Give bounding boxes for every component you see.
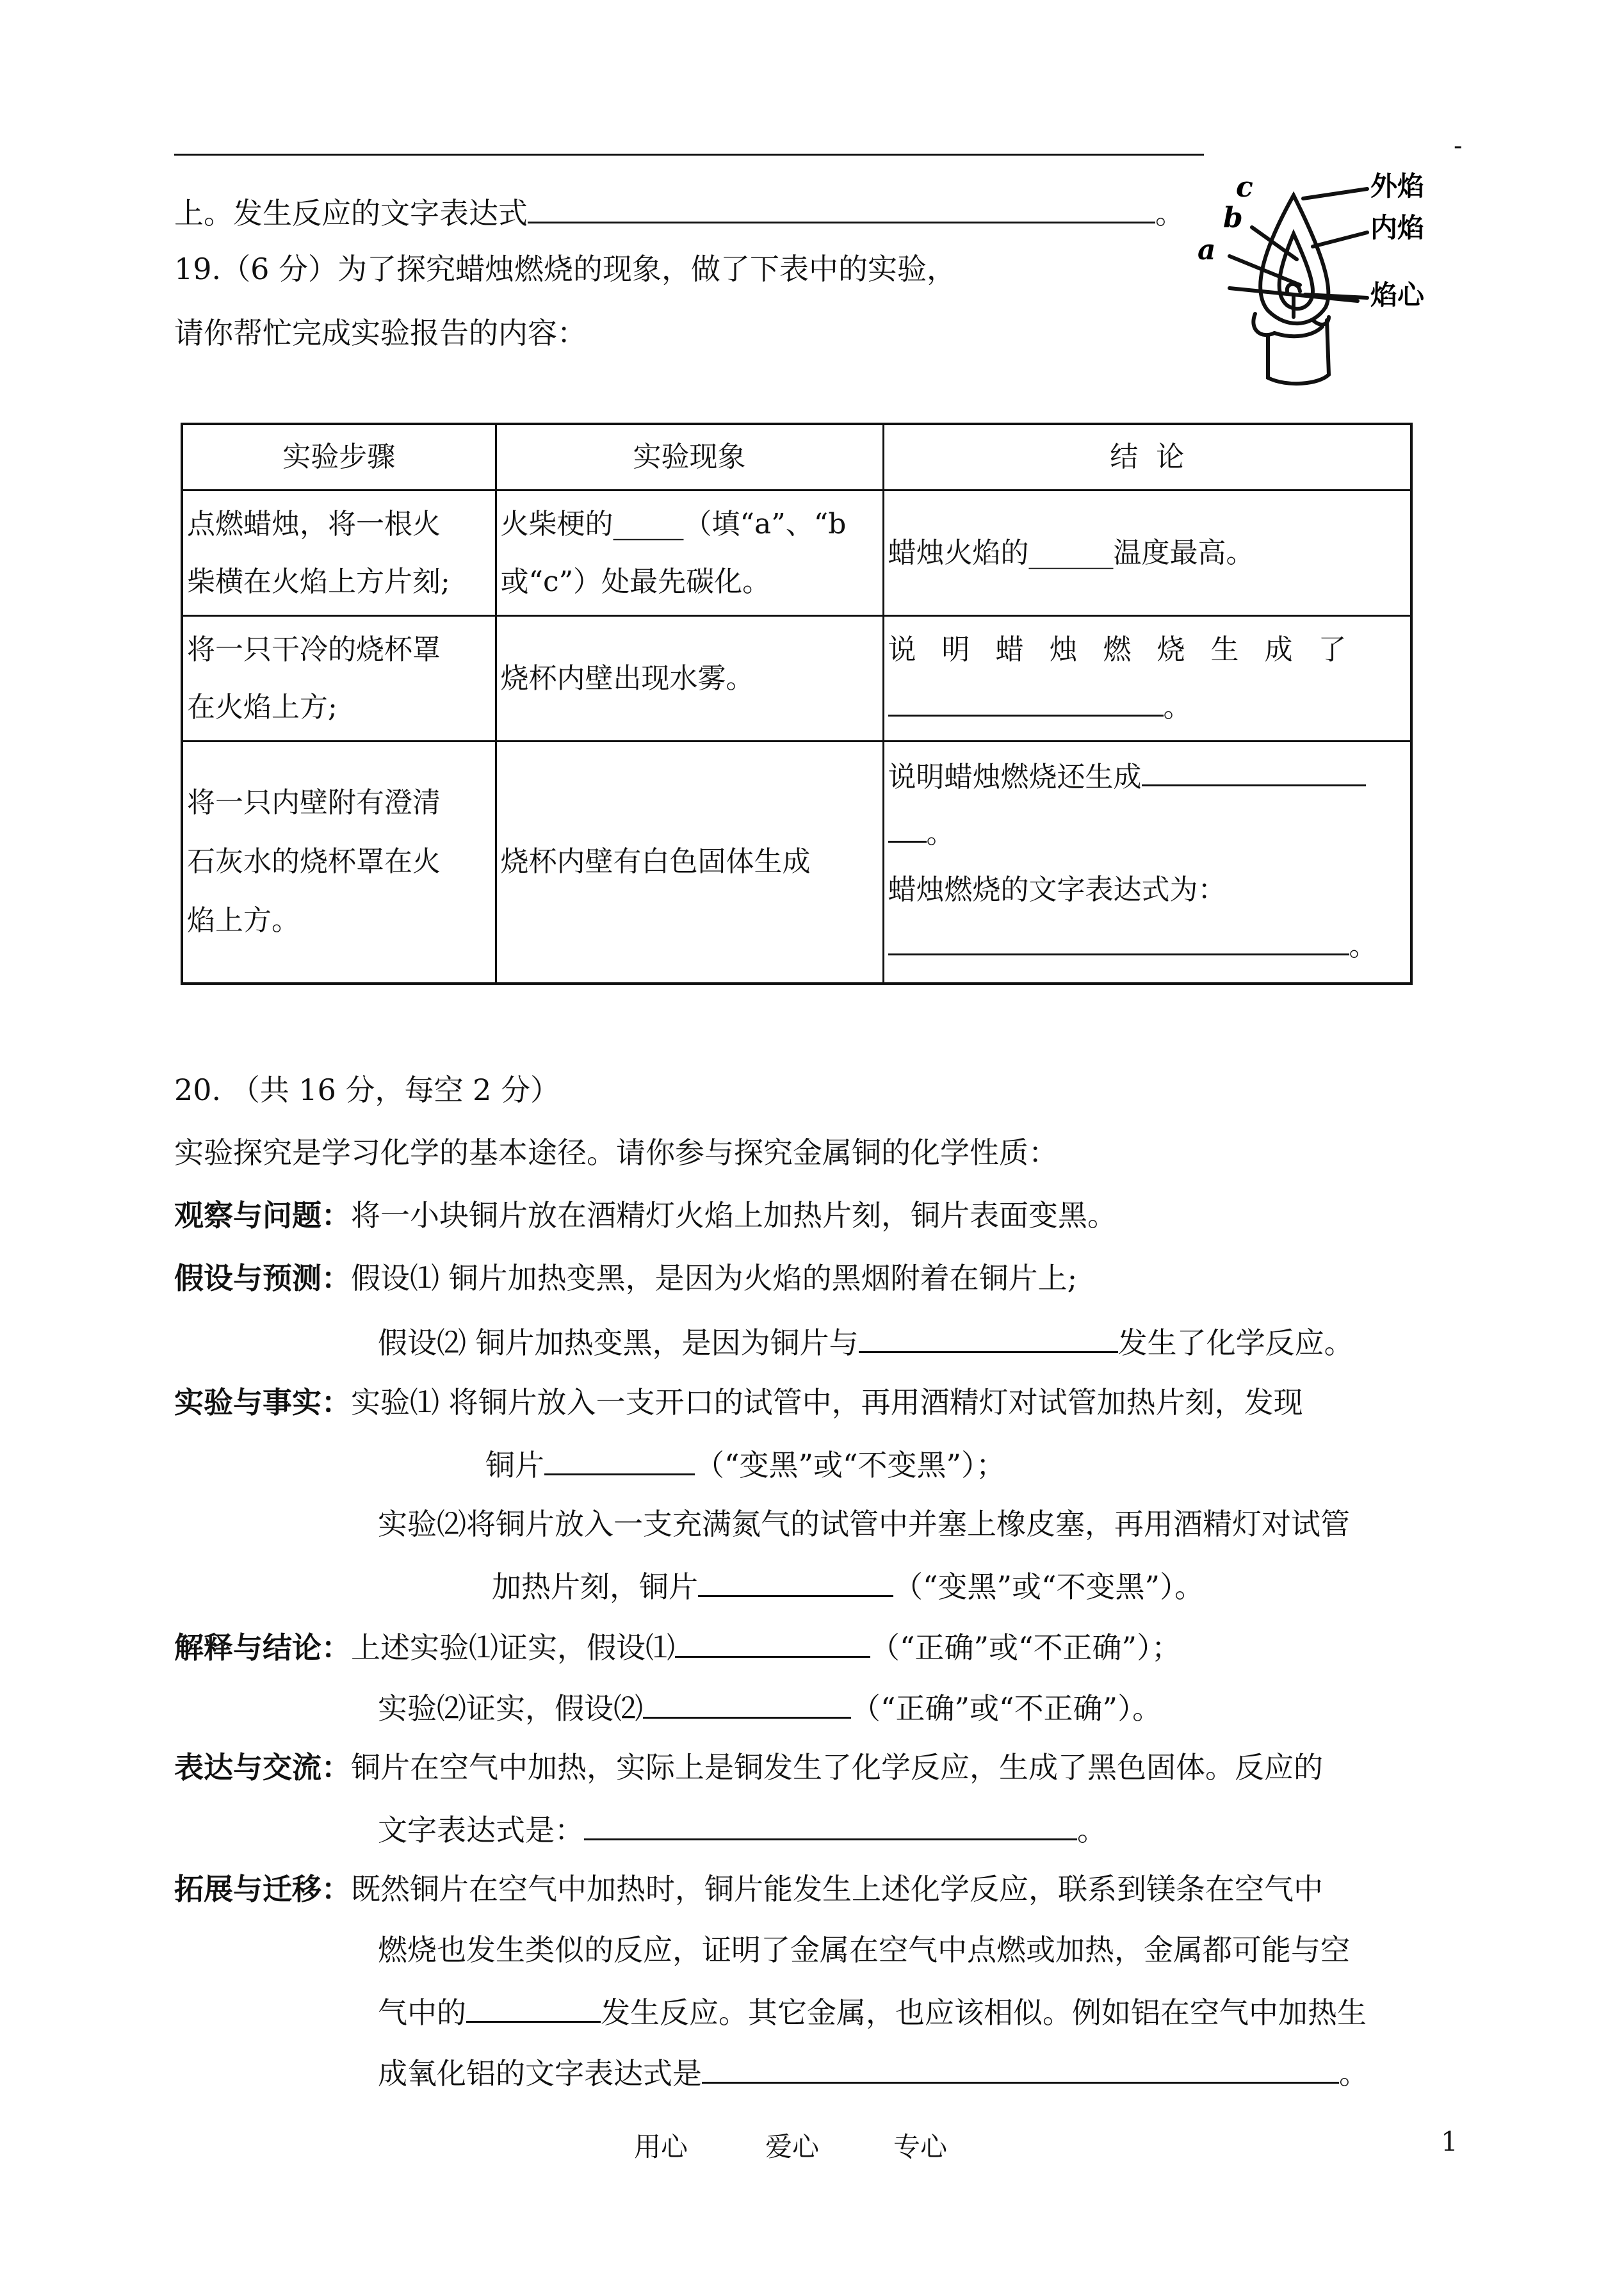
row1-phenomenon[interactable]: 火柴梗的_____（填“a”、“b 或“c”）处最先碳化。 — [496, 491, 883, 616]
header-dash: - — [1454, 131, 1463, 161]
q19-subtitle: 请你帮忙完成实验报告的内容： — [174, 316, 587, 350]
row2-conclusion[interactable]: 说明蜡烛燃烧生成了 。 — [883, 616, 1411, 742]
q20-express2: 文字表达式是： 。 — [378, 1809, 1107, 1849]
q20-exp2a: 实验⑵将铜片放入一支充满氮气的试管中并塞上橡皮塞，再用酒精灯对试管 — [378, 1507, 1350, 1541]
q20-observe: 观察与问题：将一小块铜片放在酒精灯火焰上加热片刻，铜片表面变黑。 — [174, 1198, 1117, 1233]
q20-hypo2: 假设⑵ 铜片加热变黑，是因为铜片与 发生了化学反应。 — [378, 1322, 1354, 1362]
concl2-blank[interactable] — [643, 1687, 851, 1719]
table-row — [182, 491, 1411, 616]
footer-motto-2: 爱心 — [765, 2131, 820, 2162]
label-a: a — [1198, 234, 1216, 266]
exp2-blank[interactable] — [698, 1566, 893, 1597]
hypo2-blank[interactable] — [859, 1322, 1118, 1353]
header-rule — [174, 154, 1204, 156]
q20-concl2: 实验⑵证实，假设⑵ （“正确”或“不正确”）。 — [378, 1687, 1162, 1728]
q20-extend3: 气中的 发生反应。其它金属，也应该相似。例如铝在空气中加热生 — [378, 1991, 1367, 2032]
q18-tail-line: 上。发生反应的文字表达式 。 — [174, 192, 1185, 232]
row3-conclusion[interactable]: 说明蜡烛燃烧还生成 。 蜡烛燃烧的文字表达式为： 。 — [883, 742, 1411, 984]
q20-exp1b: 铜片 （“变黑”或“不变黑”）； — [485, 1444, 1005, 1484]
candle-flame-figure — [1191, 163, 1460, 394]
extend-label: 拓展与迁移： — [174, 1872, 351, 1906]
table-row — [182, 742, 1411, 984]
label-c: c — [1236, 171, 1253, 204]
q20-title: 20. （共 16 分，每空 2 分） — [174, 1073, 560, 1107]
q20-extend4: 成氧化铝的文字表达式是 。 — [378, 2052, 1368, 2093]
row3-answer-blank-1[interactable] — [1142, 755, 1366, 786]
header-phenomenon: 实验现象 — [496, 424, 883, 491]
row2-answer-blank[interactable] — [888, 685, 1164, 717]
page-number: 1 — [1441, 2126, 1458, 2157]
row2-phenomenon: 烧杯内壁出现水雾。 — [496, 616, 883, 742]
q19-title: 19.（6 分）为了探究蜡烛燃烧的现象，做了下表中的实验， — [174, 252, 957, 286]
table-row — [182, 616, 1411, 742]
extend4-blank[interactable] — [702, 2052, 1339, 2084]
q18-answer-blank[interactable] — [528, 192, 1155, 223]
hypo-label: 假设与预测： — [174, 1261, 351, 1295]
q20-exp2b: 加热片刻，铜片 （“变黑”或“不变黑”）。 — [492, 1566, 1204, 1606]
label-flame-core: 焰心 — [1370, 279, 1425, 311]
footer-motto-1: 用心 — [634, 2131, 688, 2162]
express-blank[interactable] — [584, 1809, 1077, 1840]
q20-intro: 实验探究是学习化学的基本途径。请你参与探究金属铜的化学性质： — [174, 1135, 1058, 1170]
exp-label: 实验与事实： — [174, 1385, 351, 1420]
footer-motto-3: 专心 — [893, 2131, 948, 2162]
header-steps: 实验步骤 — [182, 424, 496, 491]
q20-hypo1: 假设与预测：假设⑴ 铜片加热变黑，是因为火焰的黑烟附着在铜片上; — [174, 1261, 1078, 1295]
label-b: b — [1223, 202, 1243, 234]
q20-concl1: 解释与结论：上述实验⑴证实，假设⑴ （“正确”或“不正确”）； — [174, 1626, 1181, 1667]
row2-step: 将一只干冷的烧杯罩 在火焰上方; — [182, 616, 496, 742]
q18-tail-text: 上。发生反应的文字表达式 — [174, 196, 528, 231]
observe-label: 观察与问题： — [174, 1198, 351, 1233]
row3-answer-blank-2[interactable] — [888, 924, 1349, 955]
q20-exp1a: 实验与事实：实验⑴ 将铜片放入一支开口的试管中，再用酒精灯对试管加热片刻，发现 — [174, 1385, 1303, 1420]
row1-conclusion[interactable]: 蜡烛火焰的______温度最高。 — [883, 491, 1411, 616]
q20-extend2: 燃烧也发生类似的反应，证明了金属在空气中点燃或加热，金属都可能与空 — [378, 1933, 1350, 1967]
experiment-table — [181, 423, 1413, 985]
concl-label: 解释与结论： — [174, 1630, 351, 1665]
q20-express1: 表达与交流：铜片在空气中加热，实际上是铜发生了化学反应，生成了黑色固体。反应的 — [174, 1750, 1323, 1785]
label-outer-flame: 外焰 — [1370, 170, 1425, 202]
exp1-blank[interactable] — [544, 1444, 695, 1475]
extend3-blank[interactable] — [466, 1991, 601, 2023]
row3-phenomenon: 烧杯内壁有白色固体生成 — [496, 742, 883, 984]
table-header-row — [182, 424, 1411, 491]
q20-extend1: 拓展与迁移：既然铜片在空气中加热时，铜片能发生上述化学反应，联系到镁条在空气中 — [174, 1872, 1323, 1906]
row1-step: 点燃蜡烛，将一根火 柴横在火焰上方片刻; — [182, 491, 496, 616]
row3-step: 将一只内壁附有澄清 石灰水的烧杯罩在火 焰上方。 — [182, 742, 496, 984]
express-label: 表达与交流： — [174, 1750, 351, 1785]
concl1-blank[interactable] — [675, 1626, 870, 1658]
header-conclusion: 结 论 — [883, 424, 1411, 491]
label-inner-flame: 内焰 — [1370, 212, 1425, 243]
